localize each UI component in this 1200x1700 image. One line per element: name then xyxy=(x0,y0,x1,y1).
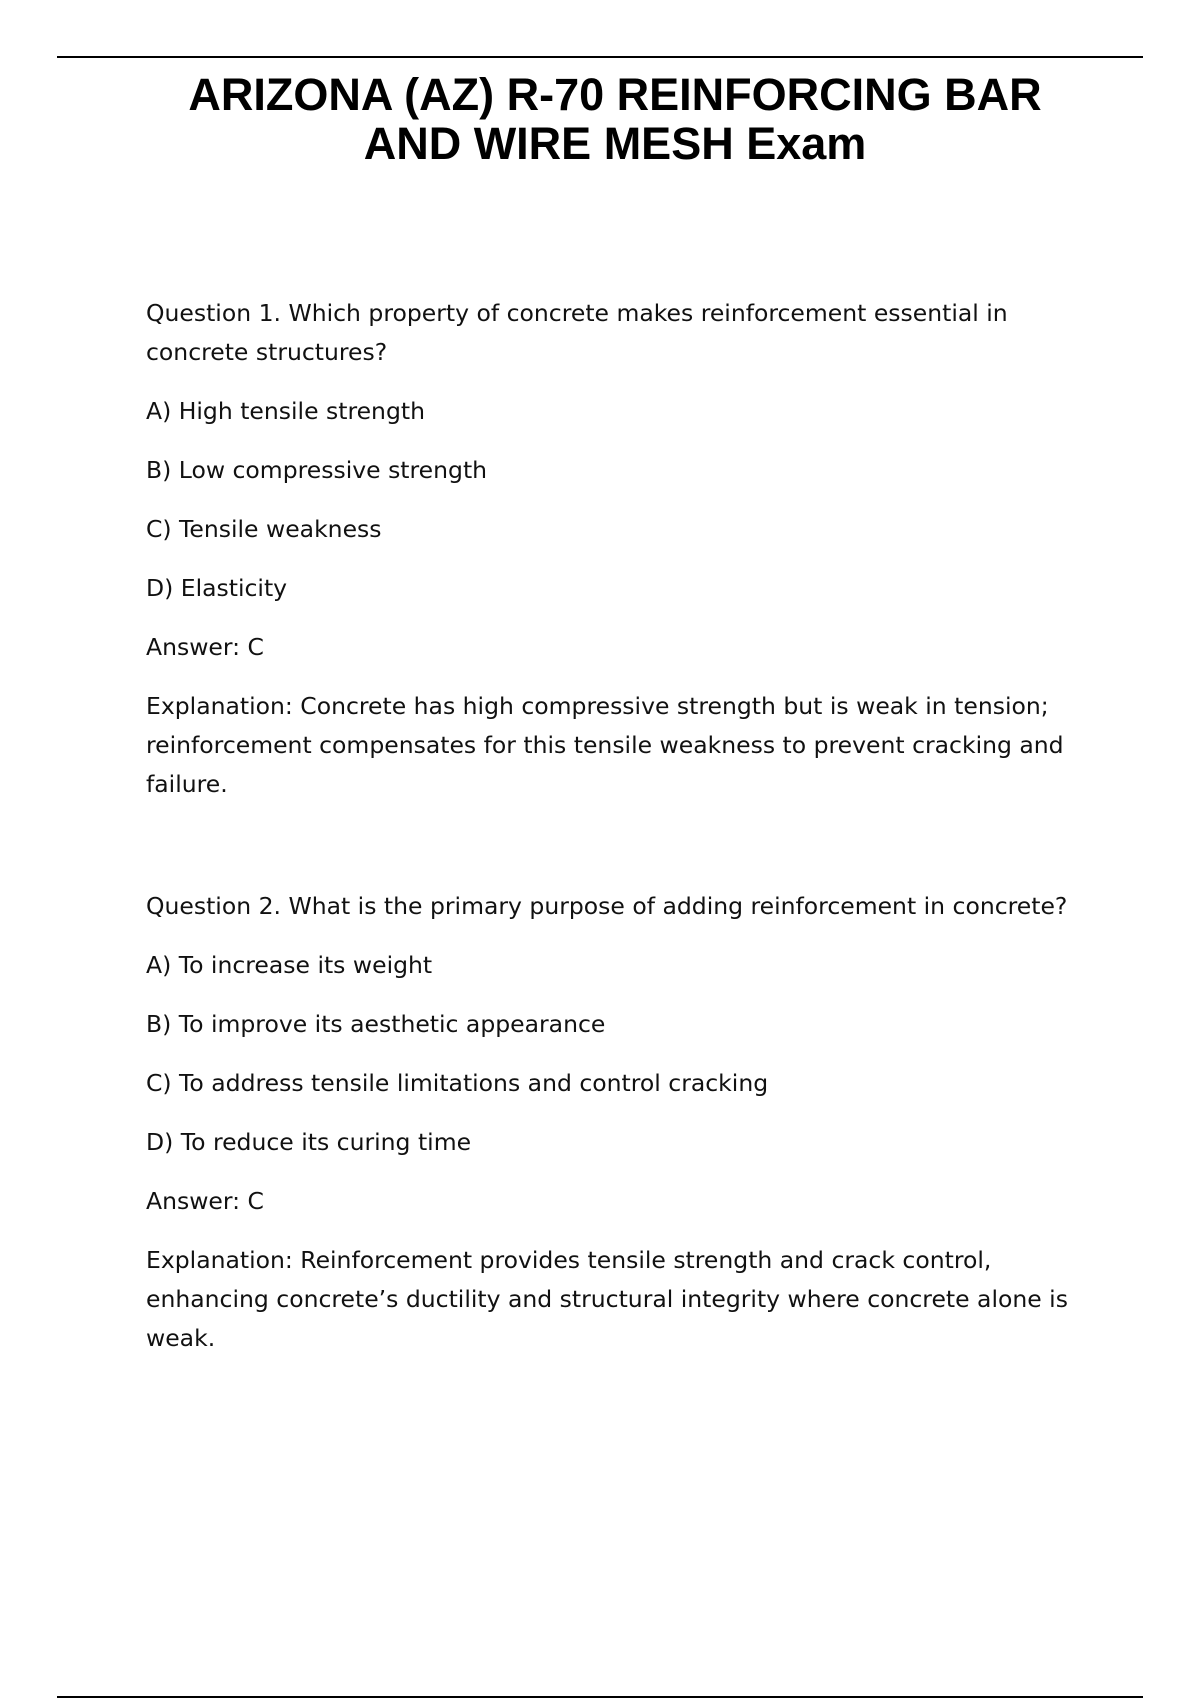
question-block-2 xyxy=(146,887,1076,1358)
question-block-1 xyxy=(146,294,1076,804)
question-2-option-b: B) To improve its aesthetic appearance xyxy=(146,1010,606,1038)
title-line-1: ARIZONA (AZ) R-70 REINFORCING BAR xyxy=(188,69,1042,120)
question-1-option-d: D) Elasticity xyxy=(146,574,288,602)
question-1-explanation: Explanation: Concrete has high compressive strength but is weak in tension; reinforcement compensates for this tensile weakness to prevent cracking and failure. xyxy=(146,692,1064,798)
question-1-text: Question 1. Which property of concrete makes reinforcement essential in concrete structures? xyxy=(146,299,1008,366)
question-2-text: Question 2. What is the primary purpose of adding reinforcement in concrete? xyxy=(146,892,1068,920)
question-2-option-d: D) To reduce its curing time xyxy=(146,1128,472,1156)
question-1-option-c: C) Tensile weakness xyxy=(146,515,382,543)
question-1-option-b: B) Low compressive strength xyxy=(146,456,488,484)
question-list xyxy=(146,294,1076,1358)
question-2-option-a: A) To increase its weight xyxy=(146,951,433,979)
question-2-explanation: Explanation: Reinforcement provides tensile strength and crack control, enhancing concrete’s ductility and structural integrity where concrete alone is weak. xyxy=(146,1246,1068,1352)
bottom-rule xyxy=(57,1696,1143,1698)
title-line-2: AND WIRE MESH Exam xyxy=(363,118,867,169)
question-1-option-a: A) High tensile strength xyxy=(146,397,425,425)
document-title xyxy=(120,70,1110,168)
question-1-answer: Answer: C xyxy=(146,633,264,661)
top-rule xyxy=(57,56,1143,58)
question-2-answer: Answer: C xyxy=(146,1187,264,1215)
question-2-option-c: C) To address tensile limitations and control cracking xyxy=(146,1069,769,1097)
